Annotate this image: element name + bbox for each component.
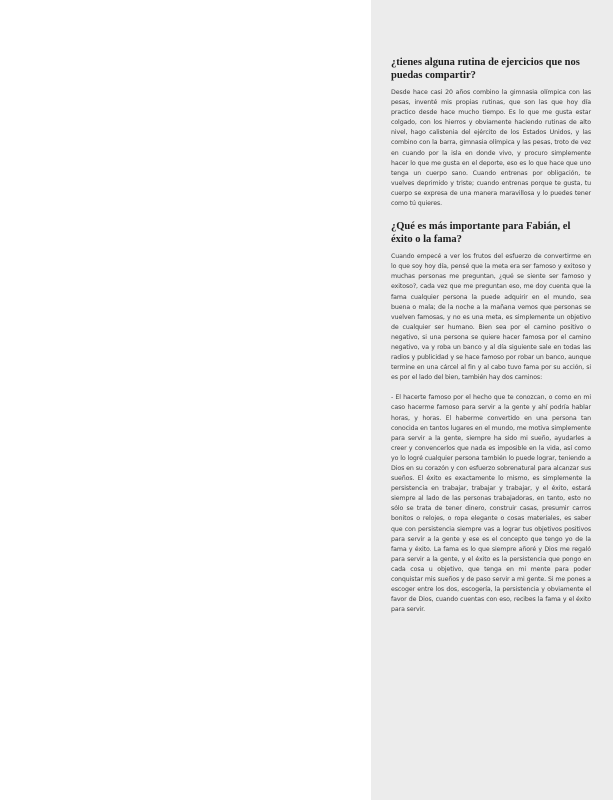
- interview-text: [391, 56, 591, 615]
- question-heading: ¿Qué es más importante para Fabián, el éxito o la fama?: [391, 221, 571, 246]
- answer-paragraph: - El hacerte famoso por el hecho que te conozcan, o como en mi caso hacerme famoso para servir a la gente y ahí podría hablar horas, y horas. El haberme convertido en una persona tan conocida en tantos lugares en el mundo, me motiva simplemente para servir a la gente, siempre ha sido mi sueño, ayudarles a creer y convencerlos que nada es imposible en la vida, así como yo lo logré cualquier persona también lo puede lograr, teniendo a Dios en su corazón y con esfuerzo sobrenatural para alcanzar sus sueños. El éxito es exactamente lo mismo, es simplemente la persistencia en trabajar, trabajar y trabajar, y el éxito, estará siempre al lado de las personas trabajadoras, en tanto, esto no sólo se trata de tener dinero, construir casas, presumir carros bonitos o relojes, o ropa elegante o cosas materiales, es saber que con persistencia siempre vas a lograr tus objetivos positivos para servir a la gente y ese es el concepto que tengo yo de la fama y éxito. La fama es lo que siempre añoré y Dios me regaló para servir a la gente, y el éxito es la persistencia que pongo en cada cosa u objetivo, que tenga en mi mente para poder conquistar mis sueños y de paso servir a mi gente. Si me pones a escoger entre los dos, escogería, la persistencia y obviamente el favor de Dios, cuando cuentas con eso, recibes la fama y el éxito para servir.: [391, 394, 591, 614]
- answer-paragraph: Cuando empecé a ver los frutos del esfuerzo de convertirme en lo que soy hoy día, pensé que la meta era ser famoso y exitoso y muchas personas me preguntan, ¿qué se siente ser famoso y exitoso?, cada vez que me preguntan eso, me doy cuenta que la fama cualquier persona la puede adquirir en el mundo, sea buena o mala; de la noche a la mañana vemos que personas se vuelven famosas, y no es una meta, es simplemente un objetivo de cualquier ser humano. Bien sea por el camino positivo o negativo, si una persona se quiere hacer famosa por el camino negativo, va y roba un banco y al día siguiente sale en todas las radios y publicidad y se hace famoso por robar un banco, aunque termine en una cárcel al fin y al cabo tuvo fama por su acción, si es por el lado del bien, también hay dos caminos:: [391, 253, 591, 382]
- qa-block-success-fame: [391, 220, 591, 615]
- question-heading: ¿tienes alguna rutina de ejercicios que nos puedas compartir?: [391, 57, 580, 81]
- answer-paragraph: Desde hace casi 20 años combino la gimnasia olímpica con las pesas, inventé mis propias rutinas, que son las que hoy día practico desde hace mucho tiempo. Es lo que me gusta estar colgado, con los hierros y obviamente haciendo rutinas de alto nivel, hago calistenia del ejército de los Estados Unidos, y las combino con la barra, gimnasia olímpica y las pesas, troto de vez en cuando por la isla en donde vivo, y procuro simplemente hacer lo que me gusta en el deporte, eso es lo que hace que uno tenga un cuerpo sano. Cuando entrenas por obligación, te vuelves deprimido y triste; cuando entrenas porque te gusta, tu cuerpo se expresa de una manera maravillosa y lo puedes tener como tú quieres.: [391, 89, 591, 208]
- qa-block-exercise: [391, 56, 591, 209]
